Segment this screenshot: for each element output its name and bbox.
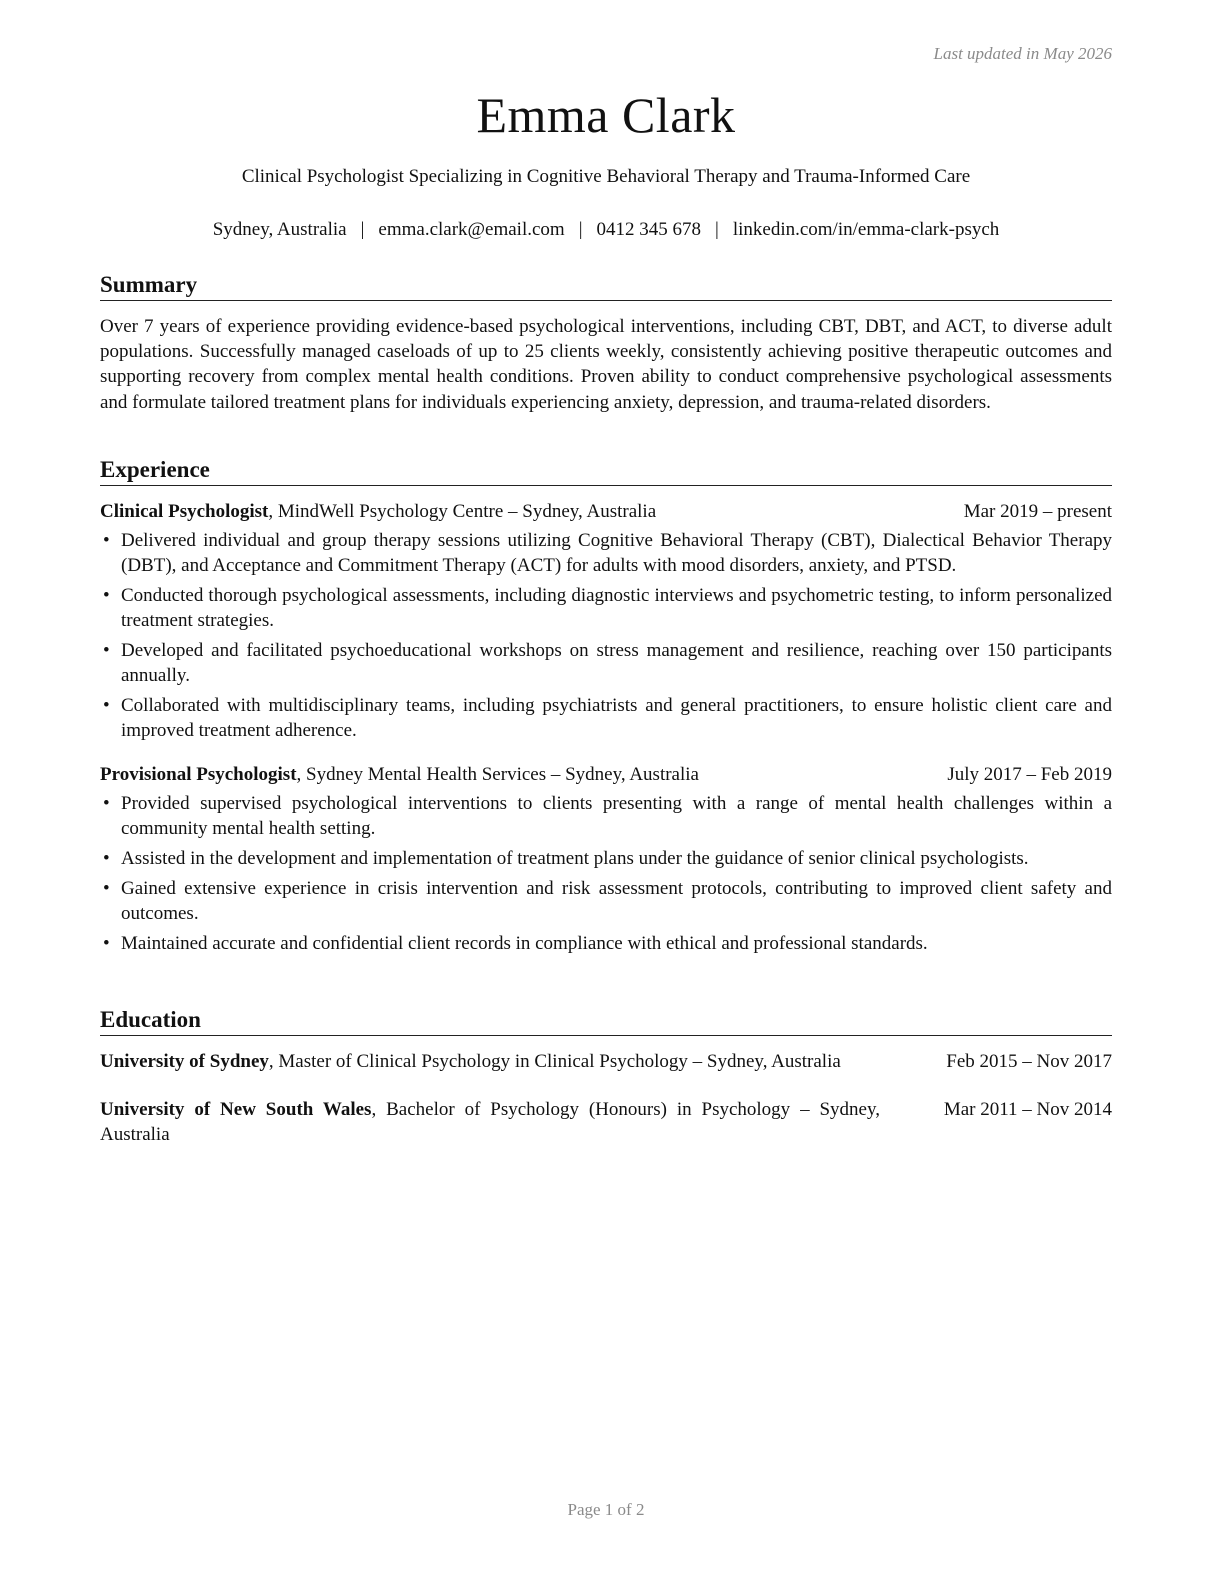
contact-linkedin[interactable]: linkedin.com/in/emma-clark-psych (732, 219, 1000, 240)
bullet-icon: • (103, 847, 110, 869)
list-item (100, 638, 1112, 688)
bullet-text: Delivered individual and group therapy sessions utilizing Cognitive Behavioral Therapy (CBT), Dialectical Behavior Therapy (DBT), and Acceptance and Commitment Therapy (ACT) for adults with mood disorders, anxiety, and PTSD. (121, 530, 1112, 577)
contact-separator: | (715, 219, 719, 240)
job-bullets (100, 791, 1112, 956)
last-updated: Last updated in May 2026 (933, 44, 1112, 63)
contact-phone[interactable]: 0412 345 678 (596, 219, 702, 240)
candidate-name: Emma Clark (476, 87, 736, 143)
section-title-summary: Summary (100, 271, 1112, 301)
bullet-text: Provided supervised psychological interventions to clients presenting with a range of mental health challenges within a community mental health setting. (121, 792, 1112, 840)
bullet-icon: • (103, 695, 110, 717)
headline: Clinical Psychologist Specializing in Cognitive Behavioral Therapy and Trauma-Informed Care (241, 166, 971, 187)
school-name: University of New South Wales (100, 1099, 372, 1121)
degree-text: , Bachelor of Psychology (Honours) in Psychology – Sydney, Australia (100, 1099, 880, 1146)
experience-entry (100, 499, 1112, 744)
education-entry (100, 1049, 1112, 1074)
job-dates: July 2017 – Feb 2019 (947, 763, 1112, 785)
bullet-icon: • (103, 640, 110, 662)
experience-section (100, 456, 1112, 960)
degree-text: , Master of Clinical Psychology in Clinical Psychology – Sydney, Australia (268, 1051, 841, 1072)
job-dates: Mar 2019 – present (963, 501, 1112, 522)
job-bullets (100, 528, 1112, 743)
entry-title (100, 762, 880, 787)
bullet-text: Gained extensive experience in crisis intervention and risk assessment protocols, contributing to improved client safety and outcomes. (121, 877, 1112, 924)
list-item (100, 693, 1112, 743)
contact-line (100, 219, 1112, 241)
bullet-text: Assisted in the development and implementation of treatment plans under the guidance of senior clinical psychologists. (121, 847, 1029, 869)
education-dates: Feb 2015 – Nov 2017 (946, 1051, 1112, 1072)
school-name: University of Sydney (100, 1051, 269, 1072)
section-title-experience: Experience (100, 456, 1112, 486)
bullet-text: Conducted thorough psychological assessments, including diagnostic interviews and psychometric testing, to inform personalized treatment strategies. (121, 585, 1112, 632)
entry-title (100, 1097, 880, 1147)
experience-entry (100, 762, 1112, 956)
bullet-icon: • (103, 585, 110, 607)
bullet-icon: • (103, 530, 110, 552)
bullet-icon: • (103, 932, 110, 954)
entry-title (100, 1049, 880, 1074)
entry-header (100, 762, 1112, 787)
bullet-text: Developed and facilitated psychoeducational workshops on stress management and resilience, reaching over 150 participants annually. (121, 640, 1112, 687)
bullet-text: Collaborated with multidisciplinary teams, including psychiatrists and general practitioners, to ensure holistic client care and improved treatment adherence. (121, 695, 1112, 742)
list-item (100, 528, 1112, 578)
list-item (100, 931, 1112, 956)
list-item (100, 791, 1112, 841)
contact-separator: | (360, 219, 365, 240)
contact-email[interactable]: emma.clark@email.com (378, 219, 565, 240)
job-role: Provisional Psychologist (100, 763, 297, 785)
education-entry (100, 1097, 1112, 1147)
entry-header (100, 499, 1112, 524)
section-title-education: Education (100, 1006, 1112, 1036)
list-item (100, 876, 1112, 926)
list-item (100, 846, 1112, 871)
bullet-text: Maintained accurate and confidential client records in compliance with ethical and professional standards. (121, 932, 928, 954)
job-organization: , Sydney Mental Health Services – Sydney, Australia (296, 763, 699, 785)
contact-location: Sydney, Australia (212, 219, 347, 240)
job-organization: , MindWell Psychology Centre – Sydney, Australia (268, 501, 657, 522)
resume-page (100, 0, 1112, 1584)
job-role: Clinical Psychologist (100, 501, 269, 522)
summary-section (100, 271, 1112, 415)
bullet-icon: • (103, 792, 110, 814)
list-item (100, 583, 1112, 633)
page-number: Page 1 of 2 (567, 1500, 645, 1519)
education-dates: Mar 2011 – Nov 2014 (943, 1099, 1112, 1121)
contact-separator: | (578, 219, 583, 240)
bullet-icon: • (103, 877, 110, 899)
education-section (100, 1006, 1112, 1148)
entry-title (100, 499, 880, 524)
summary-text: Over 7 years of experience providing evidence-based psychological interventions, including CBT, DBT, and ACT, to diverse adult populations. Successfully managed caseloads of up to 25 clients weekly, consistently achieving positive therapeutic outcomes and supporting recovery from complex mental health conditions. Proven ability to conduct comprehensive psychological assessments and formulate tailored treatment plans for individuals experiencing anxiety, depression, and trauma-related disorders. (100, 316, 1112, 413)
